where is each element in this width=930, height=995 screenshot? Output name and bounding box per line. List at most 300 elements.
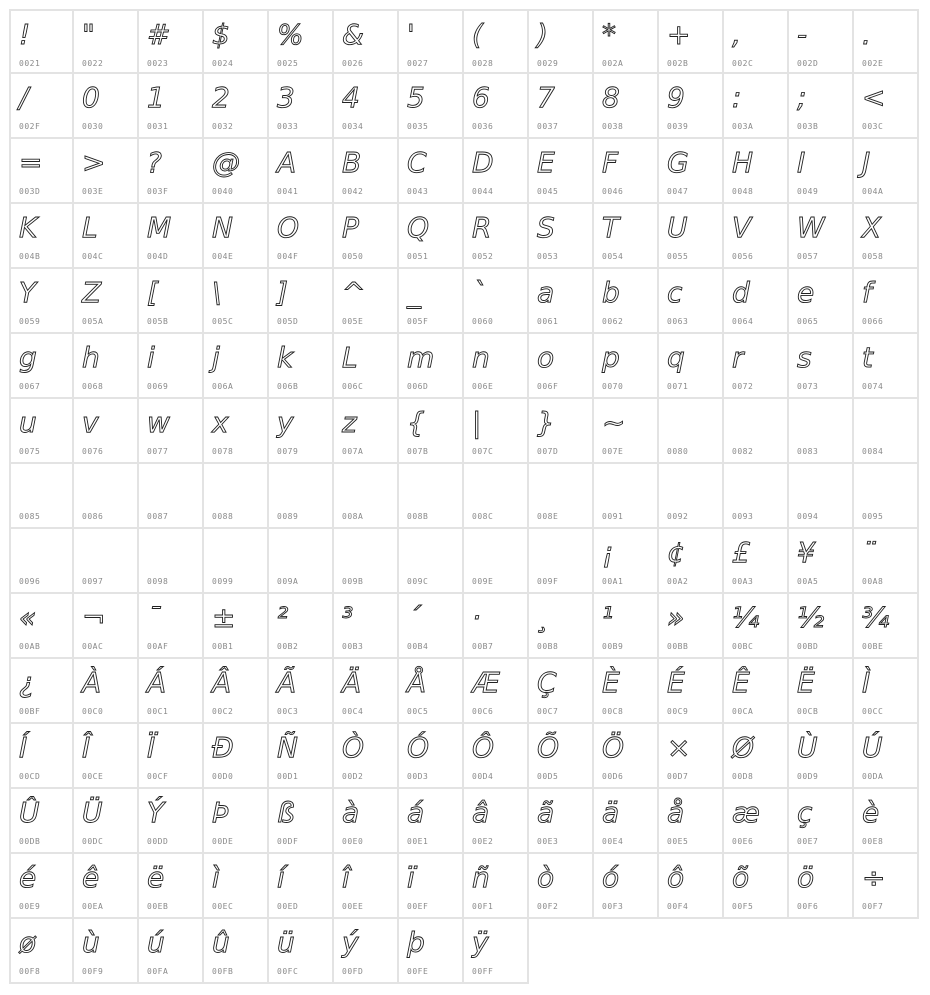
- codepoint-label: 00F2: [537, 902, 559, 911]
- glyph-cell[interactable]: [269, 529, 334, 594]
- codepoint-label: 004A: [862, 187, 884, 196]
- codepoint-label: 0080: [667, 447, 689, 456]
- glyph-preview: 2: [212, 81, 230, 114]
- glyph-cell[interactable]: [139, 9, 204, 74]
- glyph-cell[interactable]: [854, 464, 919, 529]
- glyph-cell[interactable]: [659, 9, 724, 74]
- glyph-cell[interactable]: [724, 74, 789, 139]
- glyph-preview: A: [277, 146, 297, 179]
- glyph-preview: æ: [732, 796, 760, 829]
- glyph-cell[interactable]: [399, 594, 464, 659]
- codepoint-label: 006F: [537, 382, 559, 391]
- glyph-cell[interactable]: [269, 204, 334, 269]
- glyph-cell[interactable]: [854, 724, 919, 789]
- glyph-cell[interactable]: [399, 919, 464, 984]
- glyph-cell[interactable]: [594, 269, 659, 334]
- glyph-cell[interactable]: [139, 464, 204, 529]
- glyph-cell[interactable]: [594, 789, 659, 854]
- glyph-cell[interactable]: [464, 204, 529, 269]
- glyph-cell[interactable]: [854, 204, 919, 269]
- glyph-cell[interactable]: [334, 724, 399, 789]
- glyph-preview: ]: [277, 276, 288, 309]
- glyph-cell[interactable]: [269, 74, 334, 139]
- glyph-cell[interactable]: [139, 269, 204, 334]
- codepoint-label: 00C9: [667, 707, 689, 716]
- glyph-preview: Ò: [342, 731, 365, 764]
- glyph-cell[interactable]: [204, 659, 269, 724]
- glyph-cell[interactable]: [204, 724, 269, 789]
- glyph-cell[interactable]: [269, 9, 334, 74]
- glyph-cell[interactable]: [269, 139, 334, 204]
- glyph-cell[interactable]: [659, 464, 724, 529]
- glyph-cell[interactable]: [204, 464, 269, 529]
- codepoint-label: 0025: [277, 59, 299, 68]
- codepoint-label: 00B3: [342, 642, 364, 651]
- codepoint-label: 007B: [407, 447, 429, 456]
- codepoint-label: 00EF: [407, 902, 429, 911]
- glyph-cell[interactable]: [854, 594, 919, 659]
- codepoint-label: 006D: [407, 382, 429, 391]
- codepoint-label: 007C: [472, 447, 494, 456]
- glyph-cell[interactable]: [334, 659, 399, 724]
- glyph-cell[interactable]: [139, 789, 204, 854]
- glyph-cell[interactable]: [464, 724, 529, 789]
- codepoint-label: 00EE: [342, 902, 364, 911]
- codepoint-label: 00C3: [277, 707, 299, 716]
- glyph-cell[interactable]: [789, 139, 854, 204]
- glyph-cell[interactable]: [659, 724, 724, 789]
- glyph-cell[interactable]: [334, 919, 399, 984]
- glyph-cell[interactable]: [139, 854, 204, 919]
- glyph-cell[interactable]: [269, 399, 334, 464]
- glyph-cell[interactable]: [659, 789, 724, 854]
- glyph-cell[interactable]: [74, 919, 139, 984]
- glyph-cell[interactable]: [74, 854, 139, 919]
- glyph-cell[interactable]: [269, 919, 334, 984]
- glyph-cell[interactable]: [334, 789, 399, 854]
- glyph-preview: Ô: [472, 731, 495, 764]
- glyph-cell[interactable]: [529, 594, 594, 659]
- glyph-cell[interactable]: [139, 529, 204, 594]
- glyph-cell[interactable]: [74, 269, 139, 334]
- glyph-preview: O: [277, 211, 300, 244]
- glyph-cell[interactable]: [399, 529, 464, 594]
- glyph-preview: >: [82, 146, 106, 179]
- glyph-preview: G: [667, 146, 689, 179]
- glyph-cell[interactable]: [594, 464, 659, 529]
- glyph-preview: z: [342, 406, 357, 439]
- codepoint-label: 006E: [472, 382, 494, 391]
- glyph-cell[interactable]: [9, 464, 74, 529]
- glyph-cell[interactable]: [139, 334, 204, 399]
- glyph-cell[interactable]: [334, 854, 399, 919]
- glyph-cell[interactable]: [74, 334, 139, 399]
- glyph-preview: ): [537, 18, 548, 51]
- glyph-cell[interactable]: [464, 919, 529, 984]
- glyph-cell[interactable]: [204, 594, 269, 659]
- glyph-cell[interactable]: [854, 74, 919, 139]
- glyph-preview: Ï: [147, 731, 156, 764]
- glyph-cell[interactable]: [529, 724, 594, 789]
- glyph-cell[interactable]: [724, 854, 789, 919]
- glyph-cell[interactable]: [74, 399, 139, 464]
- glyph-cell[interactable]: [464, 659, 529, 724]
- glyph-cell[interactable]: [464, 74, 529, 139]
- glyph-cell[interactable]: [204, 529, 269, 594]
- glyph-cell[interactable]: [399, 789, 464, 854]
- glyph-cell[interactable]: [464, 139, 529, 204]
- codepoint-label: 005D: [277, 317, 299, 326]
- glyph-cell[interactable]: [139, 139, 204, 204]
- glyph-preview: F: [602, 146, 619, 179]
- glyph-cell[interactable]: [789, 334, 854, 399]
- glyph-cell[interactable]: [399, 724, 464, 789]
- glyph-preview: ü: [277, 926, 295, 959]
- glyph-cell[interactable]: [334, 529, 399, 594]
- glyph-preview: |: [472, 406, 482, 439]
- codepoint-label: 0034: [342, 122, 364, 131]
- glyph-preview: Û: [19, 796, 40, 829]
- glyph-cell[interactable]: [334, 464, 399, 529]
- glyph-cell[interactable]: [529, 854, 594, 919]
- glyph-cell[interactable]: [854, 659, 919, 724]
- glyph-cell[interactable]: [659, 139, 724, 204]
- glyph-cell[interactable]: [464, 854, 529, 919]
- codepoint-label: 003C: [862, 122, 884, 131]
- glyph-cell[interactable]: [789, 854, 854, 919]
- codepoint-label: 002A: [602, 59, 624, 68]
- glyph-cell[interactable]: [74, 464, 139, 529]
- glyph-preview: d: [732, 276, 750, 309]
- glyph-cell[interactable]: [529, 204, 594, 269]
- glyph-cell[interactable]: [9, 9, 74, 74]
- codepoint-label: 0037: [537, 122, 559, 131]
- glyph-cell[interactable]: [464, 464, 529, 529]
- glyph-cell[interactable]: [334, 399, 399, 464]
- codepoint-label: 00D7: [667, 772, 689, 781]
- glyph-preview: ¹: [602, 601, 614, 634]
- glyph-preview: m: [407, 341, 435, 374]
- glyph-cell[interactable]: [74, 724, 139, 789]
- glyph-cell[interactable]: [854, 9, 919, 74]
- glyph-cell[interactable]: [334, 334, 399, 399]
- glyph-preview: b: [602, 276, 620, 309]
- glyph-cell[interactable]: [529, 139, 594, 204]
- glyph-cell[interactable]: [269, 334, 334, 399]
- glyph-cell[interactable]: [724, 659, 789, 724]
- glyph-cell[interactable]: [9, 204, 74, 269]
- glyph-preview: ': [407, 18, 415, 51]
- glyph-cell[interactable]: [789, 594, 854, 659]
- glyph-cell[interactable]: [269, 724, 334, 789]
- glyph-cell[interactable]: [789, 724, 854, 789]
- glyph-preview: è: [862, 796, 880, 829]
- glyph-preview: ó: [602, 861, 620, 894]
- glyph-cell[interactable]: [399, 464, 464, 529]
- codepoint-label: 0087: [147, 512, 169, 521]
- glyph-cell[interactable]: [529, 269, 594, 334]
- glyph-cell[interactable]: [529, 399, 594, 464]
- glyph-cell[interactable]: [9, 594, 74, 659]
- codepoint-label: 006C: [342, 382, 364, 391]
- glyph-cell[interactable]: [529, 464, 594, 529]
- glyph-cell[interactable]: [9, 269, 74, 334]
- glyph-cell[interactable]: [204, 789, 269, 854]
- glyph-preview: (: [472, 18, 483, 51]
- glyph-cell[interactable]: [269, 464, 334, 529]
- glyph-cell[interactable]: [9, 139, 74, 204]
- glyph-cell[interactable]: [9, 919, 74, 984]
- glyph-cell[interactable]: [724, 334, 789, 399]
- glyph-cell[interactable]: [9, 334, 74, 399]
- glyph-cell[interactable]: [139, 204, 204, 269]
- glyph-cell[interactable]: [269, 854, 334, 919]
- codepoint-label: 0083: [797, 447, 819, 456]
- glyph-preview: ý: [342, 926, 359, 959]
- codepoint-label: 004D: [147, 252, 169, 261]
- glyph-cell[interactable]: [594, 399, 659, 464]
- glyph-cell[interactable]: [139, 919, 204, 984]
- glyph-preview: 0: [82, 81, 100, 114]
- glyph-cell[interactable]: [334, 139, 399, 204]
- glyph-cell[interactable]: [529, 334, 594, 399]
- glyph-cell[interactable]: [464, 594, 529, 659]
- glyph-cell[interactable]: [139, 659, 204, 724]
- glyph-cell[interactable]: [139, 74, 204, 139]
- glyph-cell[interactable]: [204, 269, 269, 334]
- glyph-cell[interactable]: [789, 74, 854, 139]
- glyph-preview: {: [407, 406, 425, 439]
- glyph-cell[interactable]: [74, 74, 139, 139]
- glyph-cell[interactable]: [659, 529, 724, 594]
- glyph-cell[interactable]: [854, 529, 919, 594]
- glyph-cell[interactable]: [789, 399, 854, 464]
- glyph-cell[interactable]: [789, 529, 854, 594]
- glyph-cell[interactable]: [659, 334, 724, 399]
- glyph-cell[interactable]: [269, 594, 334, 659]
- glyph-cell[interactable]: [529, 659, 594, 724]
- glyph-cell[interactable]: [74, 659, 139, 724]
- glyph-preview: H: [732, 146, 754, 179]
- codepoint-label: 0073: [797, 382, 819, 391]
- glyph-cell[interactable]: [464, 9, 529, 74]
- codepoint-label: 0094: [797, 512, 819, 521]
- glyph-cell[interactable]: [9, 529, 74, 594]
- codepoint-label: 00D8: [732, 772, 754, 781]
- glyph-cell[interactable]: [9, 659, 74, 724]
- glyph-cell[interactable]: [594, 724, 659, 789]
- glyph-cell[interactable]: [269, 789, 334, 854]
- glyph-cell[interactable]: [139, 724, 204, 789]
- glyph-cell[interactable]: [399, 204, 464, 269]
- glyph-preview: <: [862, 81, 886, 114]
- glyph-cell[interactable]: [269, 269, 334, 334]
- codepoint-label: 009C: [407, 577, 429, 586]
- glyph-cell[interactable]: [74, 9, 139, 74]
- glyph-cell[interactable]: [399, 399, 464, 464]
- glyph-cell[interactable]: [74, 789, 139, 854]
- glyph-cell[interactable]: [724, 399, 789, 464]
- glyph-cell[interactable]: [204, 334, 269, 399]
- glyph-cell[interactable]: [724, 464, 789, 529]
- glyph-preview: 1: [147, 81, 165, 114]
- glyph-cell[interactable]: [789, 269, 854, 334]
- glyph-cell[interactable]: [529, 789, 594, 854]
- glyph-cell[interactable]: [9, 789, 74, 854]
- glyph-cell[interactable]: [204, 919, 269, 984]
- glyph-cell[interactable]: [74, 594, 139, 659]
- glyph-cell[interactable]: [74, 529, 139, 594]
- glyph-preview: B: [342, 146, 362, 179]
- glyph-preview: *: [602, 18, 616, 51]
- codepoint-label: 00DE: [212, 837, 234, 846]
- codepoint-label: 0055: [667, 252, 689, 261]
- codepoint-label: 00AC: [82, 642, 104, 651]
- glyph-cell[interactable]: [139, 594, 204, 659]
- glyph-cell[interactable]: [204, 74, 269, 139]
- glyph-cell[interactable]: [399, 854, 464, 919]
- glyph-cell[interactable]: [724, 269, 789, 334]
- codepoint-label: 0071: [667, 382, 689, 391]
- glyph-preview: È: [602, 666, 620, 699]
- glyph-cell[interactable]: [204, 9, 269, 74]
- glyph-cell[interactable]: [789, 464, 854, 529]
- codepoint-label: 00C0: [82, 707, 104, 716]
- glyph-cell[interactable]: [659, 854, 724, 919]
- glyph-cell[interactable]: [529, 74, 594, 139]
- glyph-cell[interactable]: [464, 399, 529, 464]
- glyph-cell[interactable]: [724, 594, 789, 659]
- glyph-cell[interactable]: [529, 9, 594, 74]
- glyph-cell[interactable]: [334, 269, 399, 334]
- glyph-preview: t: [862, 341, 873, 374]
- glyph-cell[interactable]: [334, 9, 399, 74]
- glyph-cell[interactable]: [789, 9, 854, 74]
- codepoint-label: 0054: [602, 252, 624, 261]
- glyph-cell[interactable]: [854, 334, 919, 399]
- glyph-cell[interactable]: [464, 269, 529, 334]
- glyph-cell[interactable]: [854, 139, 919, 204]
- glyph-cell[interactable]: [204, 139, 269, 204]
- codepoint-label: 0075: [19, 447, 41, 456]
- codepoint-label: 009A: [277, 577, 299, 586]
- glyph-cell[interactable]: [9, 399, 74, 464]
- glyph-cell[interactable]: [9, 854, 74, 919]
- glyph-preview: !: [19, 18, 31, 51]
- glyph-cell[interactable]: [529, 529, 594, 594]
- glyph-cell[interactable]: [789, 204, 854, 269]
- codepoint-label: 00E9: [19, 902, 41, 911]
- glyph-cell[interactable]: [269, 659, 334, 724]
- glyph-cell[interactable]: [724, 139, 789, 204]
- glyph-cell[interactable]: [594, 204, 659, 269]
- glyph-cell[interactable]: [594, 594, 659, 659]
- glyph-cell[interactable]: [464, 789, 529, 854]
- glyph-cell[interactable]: [399, 74, 464, 139]
- glyph-cell[interactable]: [724, 529, 789, 594]
- codepoint-label: 00F8: [19, 967, 41, 976]
- glyph-cell[interactable]: [854, 789, 919, 854]
- glyph-preview: Z: [82, 276, 102, 309]
- glyph-cell[interactable]: [724, 724, 789, 789]
- glyph-cell[interactable]: [854, 269, 919, 334]
- glyph-cell[interactable]: [659, 204, 724, 269]
- glyph-cell[interactable]: [594, 74, 659, 139]
- glyph-cell[interactable]: [399, 659, 464, 724]
- glyph-preview: ¥: [797, 536, 815, 569]
- codepoint-label: 00C5: [407, 707, 429, 716]
- glyph-cell[interactable]: [854, 399, 919, 464]
- codepoint-label: 005A: [82, 317, 104, 326]
- codepoint-label: 00CB: [797, 707, 819, 716]
- glyph-cell[interactable]: [204, 399, 269, 464]
- glyph-cell[interactable]: [334, 594, 399, 659]
- glyph-cell[interactable]: [659, 659, 724, 724]
- glyph-preview: Ü: [82, 796, 103, 829]
- glyph-cell[interactable]: [659, 594, 724, 659]
- glyph-cell[interactable]: [204, 854, 269, 919]
- glyph-cell[interactable]: [789, 659, 854, 724]
- codepoint-label: 0091: [602, 512, 624, 521]
- codepoint-label: 00C7: [537, 707, 559, 716]
- codepoint-label: 00E2: [472, 837, 494, 846]
- glyph-preview: î: [342, 861, 350, 894]
- glyph-cell[interactable]: [74, 139, 139, 204]
- glyph-preview: õ: [732, 861, 750, 894]
- glyph-cell[interactable]: [854, 854, 919, 919]
- codepoint-label: 00B8: [537, 642, 559, 651]
- glyph-cell[interactable]: [594, 854, 659, 919]
- glyph-preview: p: [602, 341, 620, 374]
- glyph-cell[interactable]: [204, 204, 269, 269]
- glyph-preview: Ú: [862, 731, 883, 764]
- glyph-cell[interactable]: [399, 139, 464, 204]
- glyph-cell[interactable]: [594, 529, 659, 594]
- glyph-cell[interactable]: [334, 74, 399, 139]
- codepoint-label: 0023: [147, 59, 169, 68]
- glyph-cell[interactable]: [594, 334, 659, 399]
- glyph-cell[interactable]: [594, 9, 659, 74]
- glyph-cell[interactable]: [789, 789, 854, 854]
- glyph-cell[interactable]: [724, 9, 789, 74]
- glyph-cell[interactable]: [399, 9, 464, 74]
- codepoint-label: 0065: [797, 317, 819, 326]
- glyph-preview: o: [537, 341, 555, 374]
- glyph-preview: Æ: [472, 666, 500, 699]
- glyph-cell[interactable]: [724, 789, 789, 854]
- glyph-preview: .: [862, 18, 871, 51]
- glyph-cell[interactable]: [594, 659, 659, 724]
- glyph-cell[interactable]: [464, 334, 529, 399]
- glyph-cell[interactable]: [464, 529, 529, 594]
- glyph-cell[interactable]: [399, 334, 464, 399]
- glyph-cell[interactable]: [659, 269, 724, 334]
- glyph-cell[interactable]: [9, 724, 74, 789]
- glyph-cell[interactable]: [9, 74, 74, 139]
- codepoint-label: 00BC: [732, 642, 754, 651]
- glyph-cell[interactable]: [594, 139, 659, 204]
- glyph-cell[interactable]: [659, 399, 724, 464]
- glyph-preview: Ä: [342, 666, 362, 699]
- glyph-cell[interactable]: [139, 399, 204, 464]
- glyph-cell[interactable]: [724, 204, 789, 269]
- glyph-cell[interactable]: [74, 204, 139, 269]
- codepoint-label: 00D9: [797, 772, 819, 781]
- glyph-cell[interactable]: [334, 204, 399, 269]
- glyph-cell[interactable]: [659, 74, 724, 139]
- glyph-cell[interactable]: [399, 269, 464, 334]
- codepoint-label: 0032: [212, 122, 234, 131]
